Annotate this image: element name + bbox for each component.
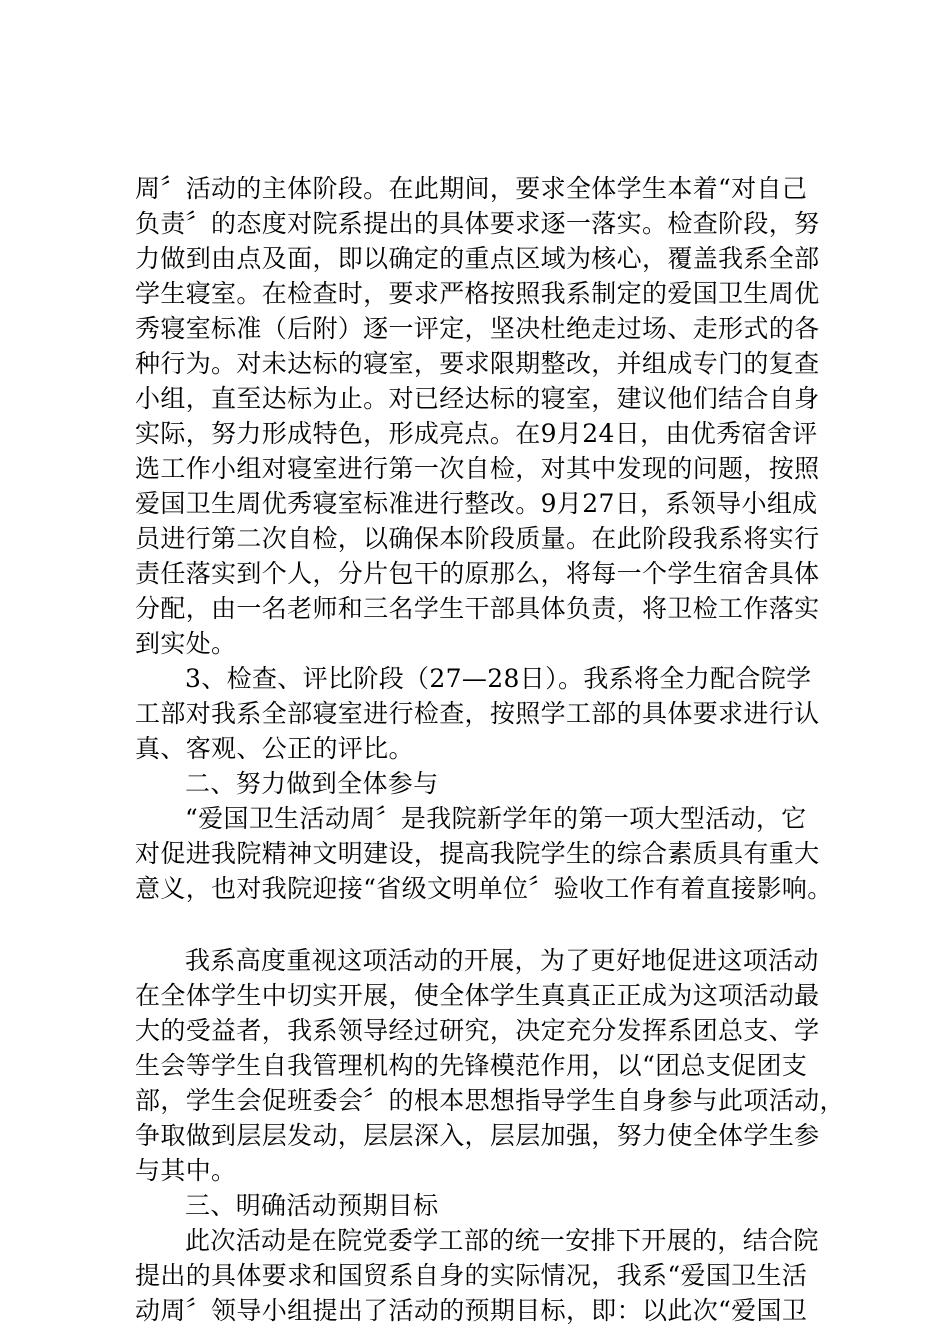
text-line: 分配，由一名老师和三名学生干部具体负责，将卫检工作落实 xyxy=(135,594,820,623)
text-line: 大的受益者，我系领导经过研究，决定充分发挥系团总支、学 xyxy=(135,1016,820,1045)
text-line: 员进行第二次自检，以确保本阶段质量。在此阶段我系将实行 xyxy=(135,524,820,553)
text-line: 爱国卫生周优秀寝室标准进行整改。9月27日，系领导小组成 xyxy=(135,489,818,518)
text-line: 争取做到层层发动，层层深入，层层加强，努力使全体学生参 xyxy=(135,1121,820,1150)
text-line: 秀寝室标准（后附）逐一评定，坚决杜绝走过场、走形式的各 xyxy=(135,314,820,343)
text-line: 对促进我院精神文明建设，提高我院学生的综合素质具有重大 xyxy=(135,839,820,868)
text-line: 学生寝室。在检查时，要求严格按照我系制定的爱国卫生周优 xyxy=(135,279,820,308)
text-line: 工部对我系全部寝室进行检查，按照学工部的具体要求进行认 xyxy=(135,699,820,728)
text-line: 小组，直至达标为止。对已经达标的寝室，建议他们结合自身 xyxy=(135,384,820,413)
text-line: 动周〞领导小组提出了活动的预期目标，即：以此次“爱国卫 xyxy=(135,1296,808,1325)
text-line: 负责〞的态度对院系提出的具体要求逐一落实。检查阶段，努 xyxy=(135,209,820,238)
text-line: 提出的具体要求和国贸系自身的实际情况，我系“爱国卫生活 xyxy=(135,1261,808,1290)
text-line: 我系高度重视这项活动的开展，为了更好地促进这项活动 xyxy=(185,946,819,975)
text-line: 选工作小组对寝室进行第一次自检，对其中发现的问题，按照 xyxy=(135,454,820,483)
text-line: 种行为。对未达标的寝室，要求限期整改，并组成专门的复查 xyxy=(135,349,820,378)
text-line: 此次活动是在院党委学工部的统一安排下开展的，结合院 xyxy=(185,1226,819,1255)
section-heading: 三、明确活动预期目标 xyxy=(185,1191,439,1220)
text-line: “爱国卫生活动周〞是我院新学年的第一项大型活动，它 xyxy=(185,804,807,833)
text-line: 意义，也对我院迎接“省级文明单位〞验收工作有着直接影响。 xyxy=(135,874,833,903)
text-line: 部，学生会促班委会〞的根本思想指导学生自身参与此项活动， xyxy=(135,1086,845,1115)
text-line: 实际，努力形成特色，形成亮点。在9月24日，由优秀宿舍评 xyxy=(135,419,818,448)
text-line: 在全体学生中切实开展，使全体学生真真正正成为这项活动最 xyxy=(135,981,820,1010)
text-line: 3、检查、评比阶段（27—28日）。我系将全力配合院学 xyxy=(185,664,812,693)
text-line: 周〞活动的主体阶段。在此期间，要求全体学生本着“对自己 xyxy=(135,174,808,203)
text-line: 与其中。 xyxy=(135,1156,237,1185)
text-line: 力做到由点及面，即以确定的重点区域为核心，覆盖我系全部 xyxy=(135,244,820,273)
text-line: 生会等学生自我管理机构的先锋模范作用，以“团总支促团支 xyxy=(135,1051,808,1080)
section-heading: 二、努力做到全体参与 xyxy=(185,769,439,798)
text-line: 责任落实到个人，分片包干的原那么，将每一个学生宿舍具体 xyxy=(135,559,820,588)
text-line: 真、客观、公正的评比。 xyxy=(135,734,414,763)
text-line: 到实处。 xyxy=(135,629,237,658)
